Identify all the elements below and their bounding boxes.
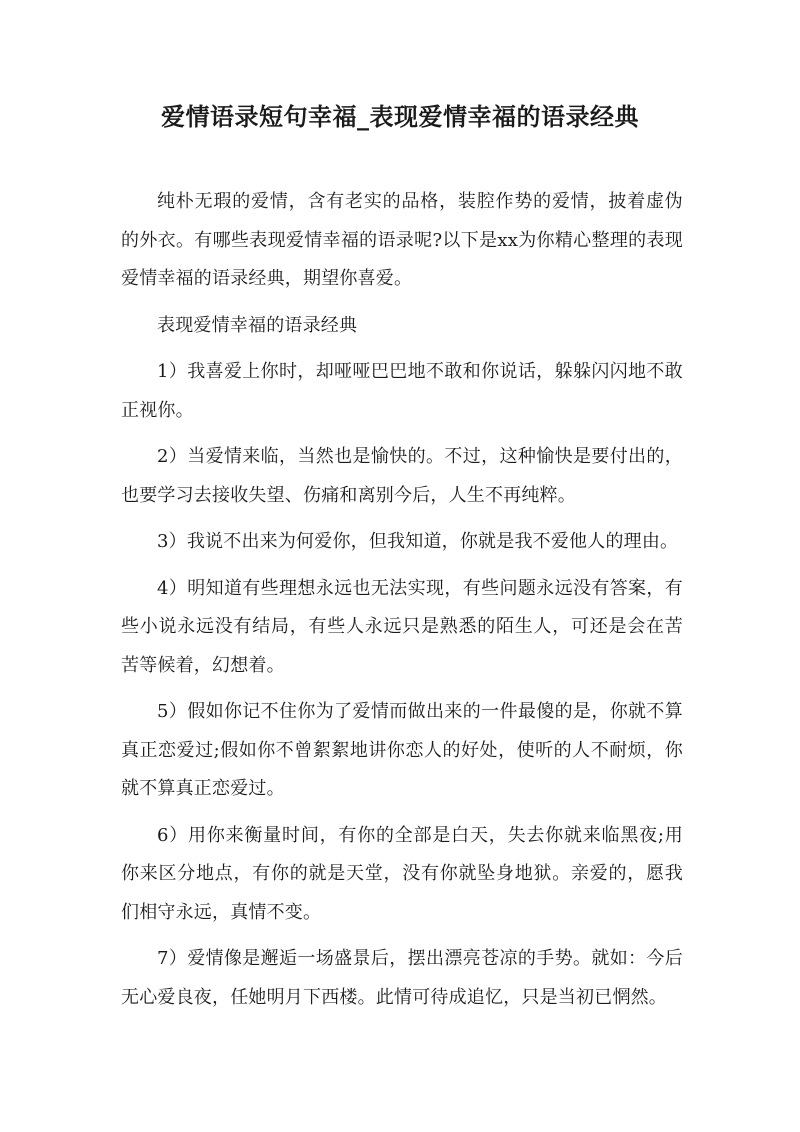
document-body — [121, 183, 683, 1017]
quote-item-text: 明知道有些理想永远也无法实现，有些问题永远没有答案，有些小说永远没有结局，有些人永远只是熟悉的陌生人，可还是会在苦苦等候着，幻想着。 — [121, 577, 683, 676]
quote-item-number: 7） — [157, 948, 188, 969]
quote-item-text: 假如你记不住你为了爱情而做出来的一件最傻的是，你就不算真正恋爱过;假如你不曾絮絮地讲你恋人的好处，使听的人不耐烦，你就不算真正恋爱过。 — [121, 701, 683, 799]
quote-item-text: 当爱情来临，当然也是愉快的。不过，这种愉快是要付出的，也要学习去接收失望、伤痛和离别今后，人生不再纯粹。 — [121, 446, 683, 506]
document-title: 爱情语录短句幸福_表现爱情幸福的语录经典 — [161, 102, 639, 131]
quote-item-number: 4） — [157, 577, 188, 599]
quote-item-2 — [121, 438, 683, 515]
quote-item-3 — [121, 523, 683, 562]
intro-paragraph: 纯朴无瑕的爱情，含有老实的品格，装腔作势的爱情，披着虚伪的外衣。有哪些表现爱情幸福的语录呢?以下是xx为你精心整理的表现爱情幸福的语录经典，期望你喜爱。 — [121, 191, 683, 289]
quote-item-number: 6） — [157, 824, 189, 846]
quote-item-number: 3） — [157, 531, 187, 552]
quote-item-text: 我说不出来为何爱你，但我知道，你就是我不爱他人的理由。 — [186, 531, 679, 552]
quote-item-text: 用你来衡量时间，有你的全部是白天，失去你就来临黑夜;用你来区分地点，有你的就是天堂，没有你就坠身地狱。亲爱的，愿我们相守永远，真情不变。 — [121, 824, 683, 923]
quote-item-number: 1） — [157, 361, 188, 382]
quote-item-6 — [121, 817, 683, 933]
quote-item-1 — [121, 353, 683, 430]
quote-item-5 — [121, 693, 683, 809]
quote-item-7 — [121, 940, 683, 1017]
quote-item-text: 爱情像是邂逅一场盛景后，摆出漂亮苍凉的手势。就如：今后无心爱良夜，任她明月下西楼。此情可待成追忆，只是当初已惘然。 — [121, 948, 683, 1008]
quote-item-number: 5） — [157, 701, 188, 722]
section-heading: 表现爱情幸福的语录经典 — [157, 314, 358, 336]
quote-item-text: 我喜爱上你时，却哑哑巴巴地不敢和你说话，躲躲闪闪地不敢正视你。 — [121, 361, 683, 421]
quote-item-4 — [121, 570, 683, 686]
quote-item-number: 2） — [157, 446, 188, 467]
